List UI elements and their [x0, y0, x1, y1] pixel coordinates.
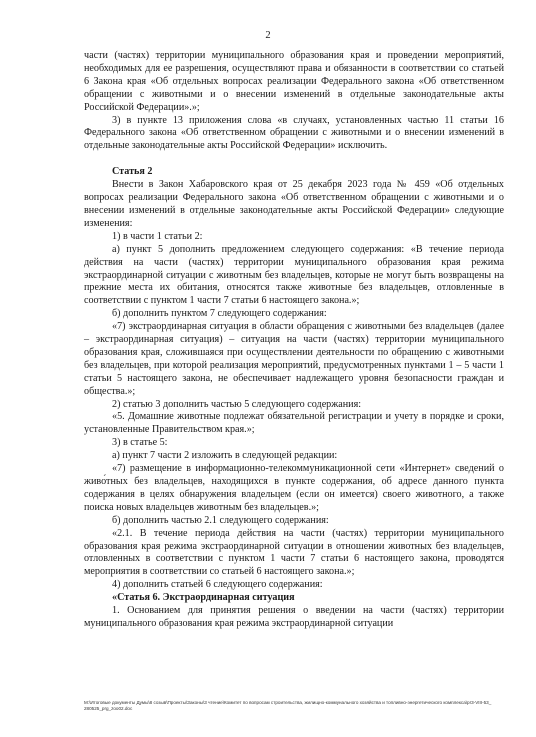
paragraph-item-1a: а) пункт 5 дополнить предложением следующего содержания: «В течение периода действия на части (частях) территории муниципального образования края режима экстраординарной ситуации с животным без владельцев, которые не могут быть возвращены на прежние места их обитания, относятся также животные без владельцев, отловленные в соответствии с пунктом 1 части 7 статьи 6 настоящего закона.»; [84, 243, 504, 307]
paragraph-item-3a: а) пункт 7 части 2 изложить в следующей редакции: [112, 450, 338, 462]
paragraph-part-5: «5. Домашние животные подлежат обязательной регистрации и учету в порядке и сроки, установленные Правительством края.»; [84, 411, 504, 436]
article-2-heading: Статья 2 [112, 166, 153, 178]
paragraph-item-1b: б) дополнить пунктом 7 следующего содержания: [112, 308, 327, 320]
paragraph-point-7-new: «7) размещение в информационно-телекоммуникационной сети «Интернет» сведений о живо́тных без владельцев, находящихся в пункте содержания, об адресе данного пункта содержания в целях обнаружения владельцем (если он имеется) своего животного, а также поиска новых владельцев животным без владельцев.»; [84, 463, 504, 513]
paragraph-part-2-1: «2.1. В течение периода действия на части (частях) территории муниципального образования края режима экстраординарной ситуации в отношении животных без владельцев, отловленных в соответствии с пунктом 1 части 7 статьи 6 настоящего закона, проводятся мероприятия в соответствии со статьей 6 настоящего закона.»; [84, 527, 504, 578]
paragraph-article-6-part-1: 1. Основанием для принятия решения о введении на части (частях) территории муниципального образования края режима экстраординарной ситуации [84, 605, 504, 629]
article-6-heading: «Статья 6. Экстраординарная ситуация [112, 592, 295, 604]
paragraph-point-7: «7) экстраординарная ситуация в области обращения с животными без владельцев (далее – экстраординарная ситуация) – ситуация на части (частях) территории муниципального образования края, сложившаяся при осуществлении деятельности по обращению с животными без владельцев, при которой реализация мероприятий, предусмотренных пунктами 1 – 5 части 1 статьи 5 настоящего закона, не обеспечивает надлежащего уровня безопасности граждан и общества.»; [84, 321, 504, 397]
paragraph-item-3-b: б) дополнить частью 2.1 следующего содержания: [112, 514, 329, 526]
page-number: 2 [265, 30, 271, 41]
paragraph-item-3: 3) в пункте 13 приложения слова «в случаях, установленных частью 11 статьи 16 Федерального закона «Об ответственном обращении с животными и о внесении изменений в отдельные законодательные акты Российской Федерации» исключить. [84, 114, 504, 152]
paragraph-item-3b: 3) в статье 5: [112, 437, 168, 449]
paragraph-article-2-intro: Внести в Закон Хабаровского края от 25 декабря 2023 года № 459 «Об отдельных вопросах реализации Федерального закона «Об ответственном обращении с животными и о внесении изменений в отдельные законодательные акты Российской Федерации» следующие изменения: [84, 179, 504, 229]
paragraph-item-1: 1) в части 1 статьи 2: [112, 230, 203, 242]
paragraph-item-2: 2) статью 3 дополнить частью 5 следующего содержания: [112, 398, 362, 410]
file-path-footer: M:\Итоговые документы Думы\8 созыв\Проекты\Законы\3 чтение\Комитет по вопросам строительства, жилищно-коммунального хозяйства и топливно-энергетического комплекса\pr3-VIII-53_ 280525_prg_zoo02.doc [84, 700, 492, 712]
document-body [84, 50, 504, 631]
paragraph-item-4: 4) дополнить статьей 6 следующего содержания: [112, 579, 323, 591]
paragraph-continuation: части (частях) территории муниципального образования края и проведении мероприятий, необходимых для ее разрешения, осуществляют права и обязанности в соответствии со статьей 6 Закона края «Об отдельных вопросах реализации Федерального закона «Об ответственном обращении с животными и о внесении изменений в отдельные законодательные акты Российской Федерации».»; [84, 50, 504, 113]
